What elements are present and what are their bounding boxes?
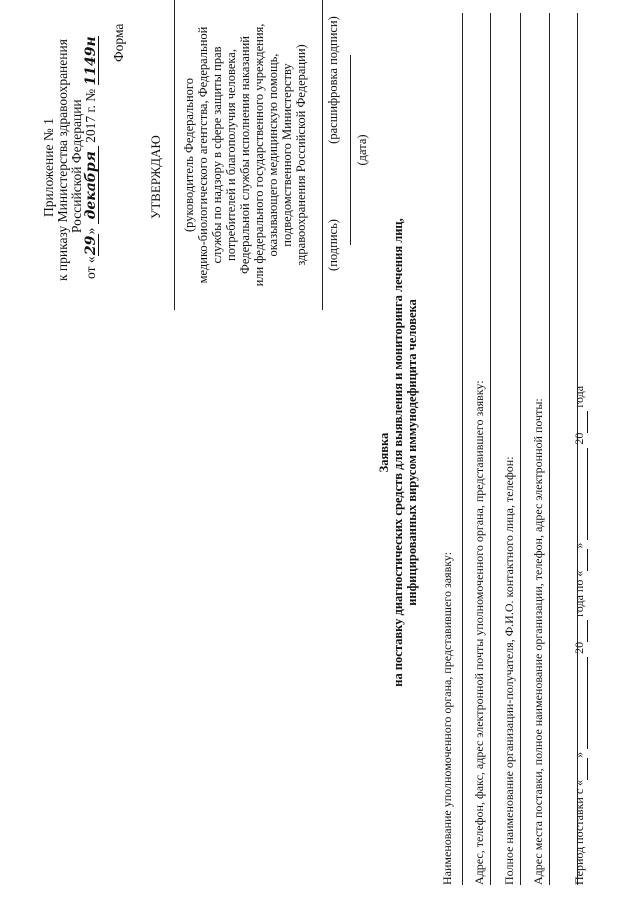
period-quote-2: » <box>572 542 586 549</box>
order-year: 2017 г. № <box>83 88 98 143</box>
approver-description-line: службы по надзору в сфере защиты прав <box>210 46 224 264</box>
field-line-2 <box>490 13 491 885</box>
period-to-day-blank <box>572 549 588 571</box>
period-prefix: Период поставки с « <box>572 779 586 885</box>
approver-description-line: здравоохранения Российской Федерации) <box>294 44 308 266</box>
period-quote-1: » <box>572 751 586 758</box>
approver-description-line: подведомственного Министерству <box>280 63 294 247</box>
field-recipient: Полное наименование организации-получателя, Ф.И.О. контактного лица, телефон: <box>502 456 516 885</box>
period-suffix: года <box>572 385 586 408</box>
period-from-day-blank <box>572 758 588 780</box>
date-prefix: от « <box>83 256 98 279</box>
order-date-line <box>84 36 99 279</box>
order-day: 29 <box>83 235 99 256</box>
delivery-period <box>572 386 588 885</box>
document-title: Заявка <box>377 432 391 473</box>
field-line-3 <box>520 13 521 885</box>
approver-description <box>182 0 308 310</box>
appendix-number: Приложение № 1 <box>41 118 56 217</box>
ministry-country: Российской Федерации <box>69 99 84 233</box>
field-delivery-address: Адрес места поставки, полное наименование организации, телефон, адрес электронной почты: <box>531 398 545 885</box>
approver-description-line: или федерального государственного учреждения, <box>252 23 266 287</box>
period-from-month-blank <box>572 657 588 749</box>
date-label: (дата) <box>355 134 369 166</box>
date-quote: » <box>83 227 98 235</box>
approver-description-line: медико-биологического агентства, Федеральной <box>196 26 210 284</box>
period-year-prefix-1: 20 <box>572 641 586 654</box>
field-line-4 <box>549 13 550 885</box>
approver-description-line: потребителей и благополучия человека, <box>224 49 238 261</box>
period-to-year-blank <box>572 411 588 433</box>
approver-description-line: оказывающего медицинскую помощь, <box>266 53 280 257</box>
period-to-month-blank <box>572 448 588 540</box>
order-month: декабря <box>84 146 99 224</box>
approver-description-line: (руководитель Федерального <box>182 77 196 233</box>
document-subtitle: на поставку диагностических средств для выявления и мониторинга лечения лиц, <box>391 218 405 687</box>
signature-line <box>322 0 323 310</box>
field-authority-address: Адрес, телефон, факс, адрес электронной почты уполномоченного органа, представившего заявку: <box>472 380 486 885</box>
order-reference: к приказу Министерства здравоохранения <box>55 39 70 281</box>
order-number: 1149н <box>83 36 99 86</box>
period-year-prefix-2: 20 <box>572 432 586 445</box>
date-line <box>350 55 351 245</box>
approver-line <box>174 0 175 310</box>
field-authority-name: Наименование уполномоченного органа, представившего заявку: <box>440 551 454 885</box>
signature-decode-label: (расшифровка подписи) <box>326 16 340 144</box>
signature-label: (подпись) <box>326 219 340 271</box>
field-line-1 <box>462 13 463 885</box>
period-from-year-blank <box>572 620 588 642</box>
form-label: Форма <box>111 23 126 62</box>
approve-label: УТВЕРЖДАЮ <box>148 135 163 219</box>
approver-description-line: Федеральной службы исполнения наказаний <box>238 36 252 274</box>
document-subtitle-2: инфицированных вирусом иммунодефицита человека <box>405 299 419 606</box>
period-mid: года по « <box>572 570 586 617</box>
